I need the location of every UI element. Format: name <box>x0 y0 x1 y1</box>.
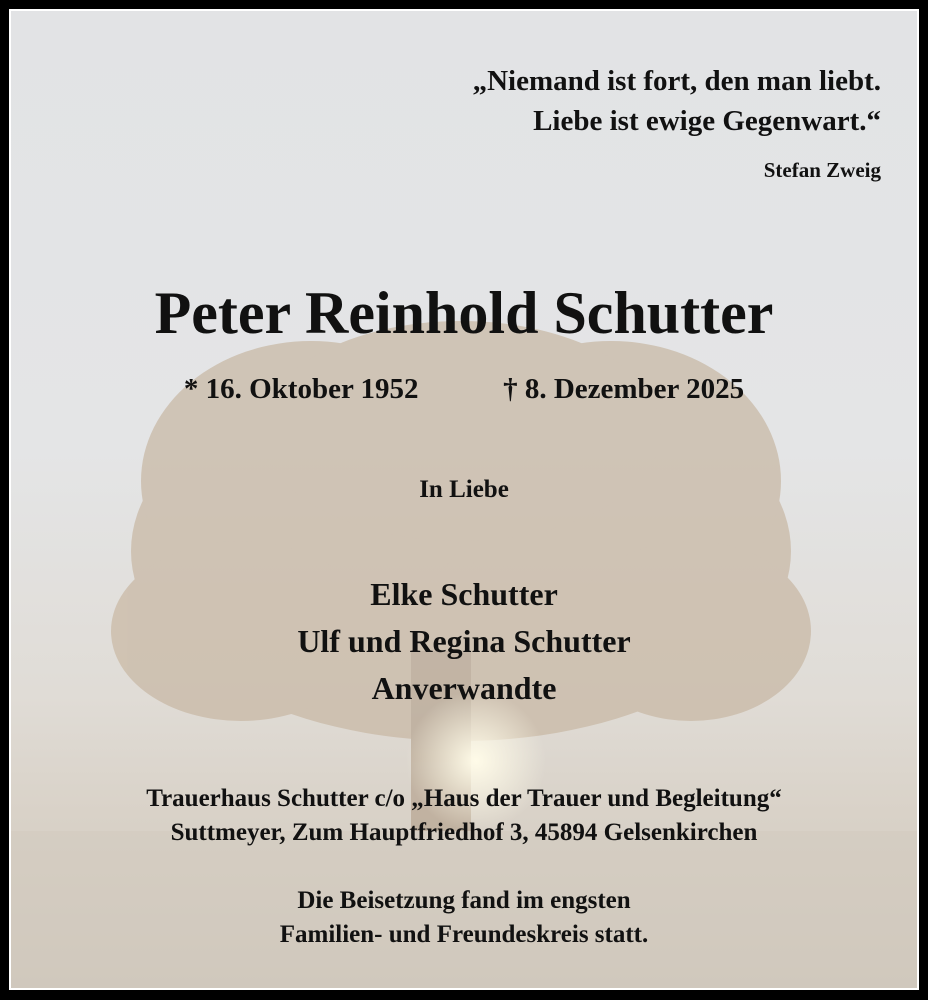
deceased-name: Peter Reinhold Schutter <box>154 280 774 346</box>
life-dates <box>11 373 917 406</box>
quote-author: Stefan Zweig <box>763 158 881 182</box>
address-line-1: Trauerhaus Schutter c/o „Haus der Trauer und Begleitung“ <box>146 785 782 812</box>
mourners-list <box>11 571 917 712</box>
funeral-line-1: Die Beisetzung fand im engsten <box>297 887 631 914</box>
quote-text <box>473 61 881 141</box>
funeral-line-2: Familien- und Freundeskreis statt. <box>279 921 649 948</box>
funeral-note <box>11 884 917 952</box>
in-love-text: In Liebe <box>419 476 509 503</box>
mourner: Ulf und Regina Schutter <box>297 623 631 659</box>
mourner: Anverwandte <box>371 670 557 706</box>
obituary-background <box>11 11 917 988</box>
address-line-2: Suttmeyer, Zum Hauptfriedhof 3, 45894 Gelsenkirchen <box>170 819 758 846</box>
birth-date: * 16. Oktober 1952 <box>183 373 419 405</box>
address-block <box>11 782 917 850</box>
quote-line-2: Liebe ist ewige Gegenwart.“ <box>533 105 881 137</box>
death-date: † 8. Dezember 2025 <box>503 373 745 405</box>
quote-line-1: „Niemand ist fort, den man liebt. <box>472 65 881 97</box>
obituary-card <box>9 9 919 990</box>
mourner: Elke Schutter <box>370 576 558 612</box>
